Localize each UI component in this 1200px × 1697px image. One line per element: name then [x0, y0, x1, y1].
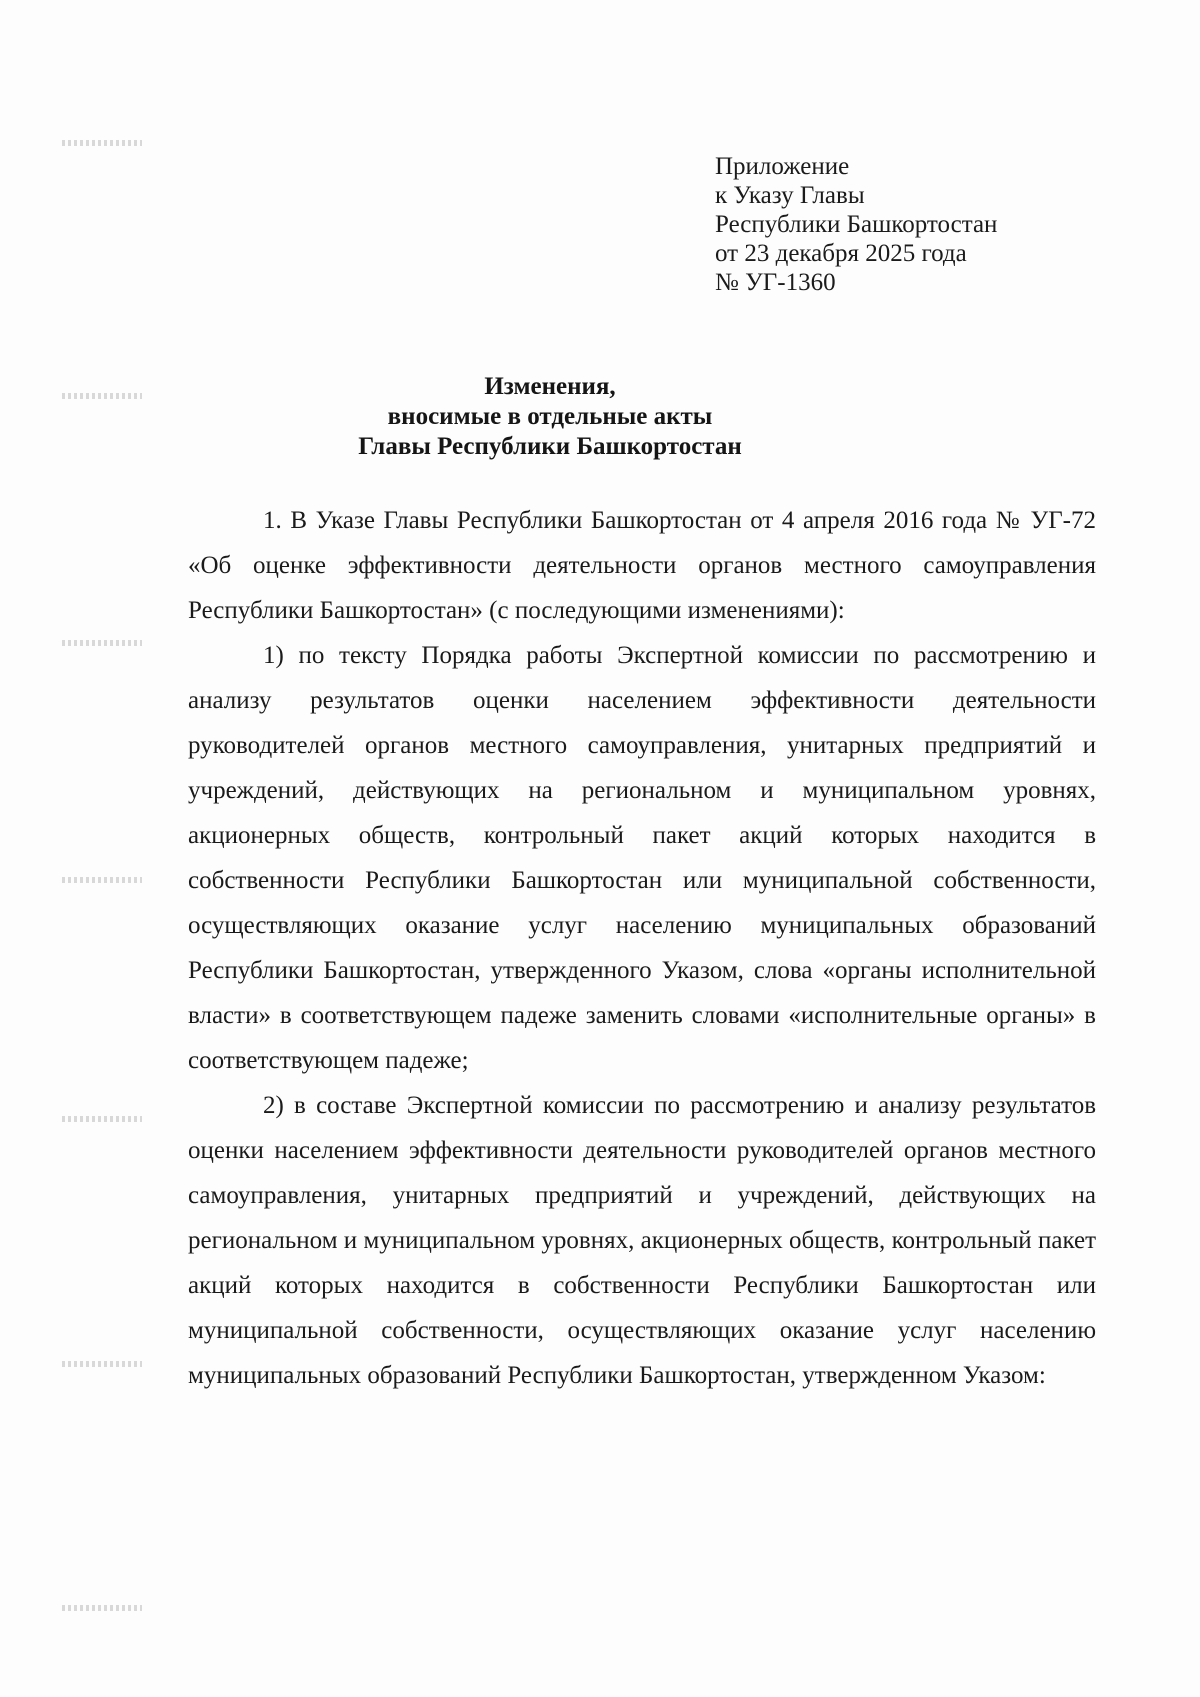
appendix-republic: Республики Башкортостан [715, 211, 998, 238]
scan-artifact [62, 393, 142, 399]
appendix-label: Приложение [715, 153, 850, 180]
scan-artifact [62, 1116, 142, 1122]
appendix-date: от 23 декабря 2025 года [715, 240, 967, 267]
title-line-2: вносимые в отдельные акты [387, 403, 713, 430]
appendix-block [715, 152, 997, 297]
document-body [188, 498, 1096, 1398]
paragraph-1: 1. В Указе Главы Республики Башкортостан от 4 апреля 2016 года № УГ-72 «Об оценке эффективности деятельности органов местного самоуправления Республики Башкортостан» (с последующими изменениями): [188, 507, 1096, 624]
appendix-decree-ref: к Указу Главы [715, 182, 865, 209]
scan-artifact [62, 140, 142, 146]
paragraph-2: 1) по тексту Порядка работы Экспертной комиссии по рассмотрению и анализу результатов оценки населением эффективности деятельности руководителей органов местного самоуправления, унитарных предприятий и учреждений, действующих на региональном и муниципальном уровнях, акционерных обществ, контрольный пакет акций которых находится в собственности Республики Башкортостан или муниципальной собственности, осуществляющих оказание услуг населению муниципальных образований Республики Башкортостан, утвержденного Указом, слова «органы исполнительной власти» в соответствующем падеже заменить словами «исполнительные органы» в соответствующем падеже; [188, 642, 1096, 1074]
paragraph-3: 2) в составе Экспертной комиссии по рассмотрению и анализу результатов оценки населением эффективности деятельности руководителей органов местного самоуправления, унитарных предприятий и учреждений, действующих на региональном и муниципальном уровнях, акционерных обществ, контрольный пакет акций которых находится в собственности Республики Башкортостан или муниципальной собственности, осуществляющих оказание услуг населению муниципальных образований Республики Башкортостан, утвержденном Указом: [188, 1092, 1096, 1389]
scan-artifact [62, 1361, 142, 1367]
scan-artifact [62, 877, 142, 883]
title-line-3: Главы Республики Башкортостан [358, 433, 742, 460]
scan-artifact [62, 640, 142, 646]
appendix-number: № УГ-1360 [715, 269, 836, 296]
title-line-1: Изменения, [484, 373, 616, 400]
document-title [200, 372, 900, 462]
scan-artifact [62, 1605, 142, 1611]
